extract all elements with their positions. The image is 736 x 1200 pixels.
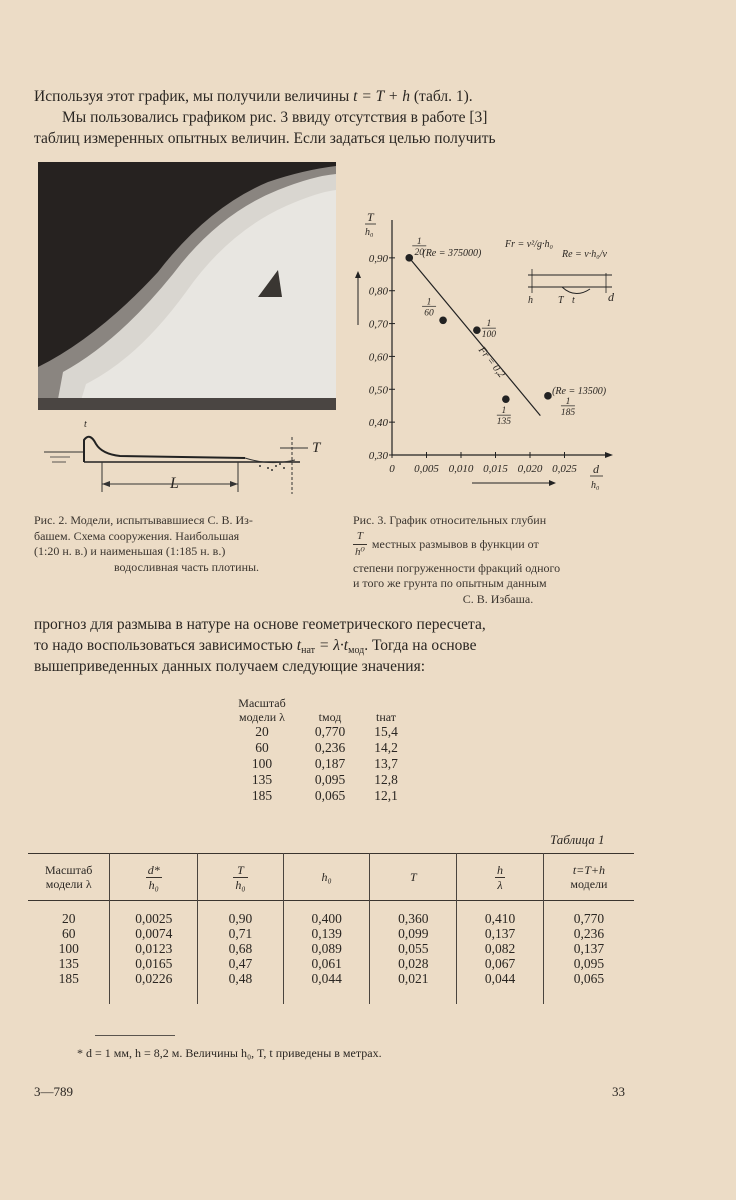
data-point-label-den: 100 bbox=[481, 330, 496, 341]
x-tick-label: 0,015 bbox=[483, 463, 508, 475]
table-cell: 0,0025 bbox=[110, 911, 198, 926]
small-table-header: Масштаб модели λ bbox=[238, 696, 286, 724]
table-cell: 0,68 bbox=[198, 941, 284, 956]
footnote-rule bbox=[95, 1035, 175, 1036]
table-cell: 0,082 bbox=[457, 941, 544, 956]
data-point-label-num: 1 bbox=[565, 396, 571, 407]
scheme-label-L: L bbox=[170, 475, 179, 492]
table-cell: 0,139 bbox=[283, 926, 370, 941]
table-cell: 0,089 bbox=[283, 941, 370, 956]
caption-line: (1:20 н. в.) и наименьшая (1:185 н. в.) bbox=[34, 544, 226, 558]
table-cell: 20 bbox=[61, 911, 76, 926]
x-tick-label: 0,005 bbox=[414, 463, 439, 475]
table-cell: 0,099 bbox=[370, 926, 457, 941]
table-row bbox=[28, 941, 634, 956]
table-cell: 0,044 bbox=[283, 971, 370, 986]
table-cell: 0,0074 bbox=[110, 926, 198, 941]
paragraph-line: вышеприведенных данных получаем следующие значения: bbox=[34, 658, 426, 675]
table-row bbox=[28, 926, 634, 941]
table-cell: 0,410 bbox=[457, 911, 544, 926]
footnote: * d = 1 мм, h = 8,2 м. Величины h₀, T, t приведены в метрах. bbox=[77, 1046, 382, 1060]
figure-2-photo bbox=[38, 162, 336, 410]
table-cell: 185 bbox=[58, 971, 79, 986]
table-cell: 60 bbox=[61, 926, 76, 941]
small-table-cell: 0,095 bbox=[314, 772, 346, 787]
x-axis-arrow bbox=[605, 452, 613, 458]
y-tick-label: 0,80 bbox=[368, 285, 388, 298]
frac-num: T bbox=[353, 529, 367, 546]
small-table-cell: 60 bbox=[255, 740, 269, 755]
table-cell: 0,021 bbox=[370, 971, 457, 986]
table-cell: 0,055 bbox=[370, 941, 457, 956]
trend-line bbox=[409, 258, 540, 416]
y-axis-label-den: h₀ bbox=[365, 227, 374, 238]
y-tick-label: 0,90 bbox=[368, 252, 388, 265]
x-axis-label-num: d bbox=[593, 462, 599, 476]
table-cell: 0,065 bbox=[543, 971, 634, 986]
re-label-2: (Re = 13500) bbox=[552, 386, 607, 398]
data-point bbox=[544, 392, 552, 400]
caption-line: и того же грунта по опытным данным bbox=[353, 576, 547, 590]
table-cell: 100 bbox=[58, 941, 79, 956]
table-header: $\frac{h}{\lambda}$ bbox=[457, 854, 544, 901]
data-point bbox=[439, 316, 447, 324]
dam-model-photo bbox=[38, 162, 336, 410]
paragraph-line: таблиц измеренных опытных величин. Если задаться целью получить bbox=[34, 130, 496, 147]
paragraph-line: Мы пользовались графиком рис. 3 ввиду отсутствия в работе [3] bbox=[62, 109, 488, 126]
caption-line: водосливная часть плотины. bbox=[113, 559, 260, 574]
x-tick-label: 0 bbox=[389, 463, 395, 475]
re-label-1: (Re = 375000) bbox=[422, 248, 482, 260]
figure-3-caption bbox=[353, 513, 643, 607]
y-tick-label: 0,60 bbox=[368, 351, 388, 364]
small-table-cell: 0,770 bbox=[314, 724, 346, 739]
table-header: Масштаб модели λ bbox=[45, 863, 93, 891]
table-cell: 135 bbox=[58, 956, 79, 971]
small-table-row bbox=[222, 772, 414, 788]
table-cell: 0,48 bbox=[198, 971, 284, 986]
data-point-label-den: 135 bbox=[496, 417, 511, 428]
small-table-row bbox=[222, 788, 414, 804]
table-header: h₀ bbox=[283, 854, 370, 901]
small-table-row bbox=[222, 740, 414, 756]
small-table-cell: 13,7 bbox=[374, 756, 398, 771]
table-row bbox=[28, 911, 634, 926]
fr-formula: Fr = v²/g·h₀ bbox=[505, 239, 553, 250]
table-row bbox=[28, 956, 634, 971]
data-point-label-num: 1 bbox=[416, 236, 422, 247]
inset-scour bbox=[562, 287, 590, 294]
x-tick-label: 0,010 bbox=[448, 463, 474, 475]
figure-2-caption bbox=[34, 513, 339, 575]
paragraph-line: то надо воспользоваться зависимостью $t_{нат} = \lambda\cdot t_{мод}$. Тогда на основе bbox=[34, 637, 477, 656]
table-header: T bbox=[370, 854, 457, 901]
caption-line: местных размывов в функции от bbox=[368, 536, 539, 551]
small-table-header: tнат bbox=[375, 710, 396, 724]
table-header: $\frac{T}{\text{h₀}}$ bbox=[198, 854, 284, 901]
y-tick-label: 0,70 bbox=[368, 318, 388, 331]
small-table-cell: 185 bbox=[251, 788, 273, 803]
small-table-cell: 20 bbox=[255, 724, 269, 739]
table-header: t=T+h модели bbox=[543, 854, 634, 901]
page-number: 33 bbox=[612, 1084, 625, 1099]
small-table-header: tмод bbox=[318, 710, 342, 724]
x-tick-label: 0,025 bbox=[552, 463, 577, 475]
table-spacer bbox=[28, 986, 634, 1004]
small-table-cell: 12,8 bbox=[374, 772, 398, 787]
caption-line: Рис. 3. График относительных глубин bbox=[353, 513, 547, 527]
vertical-arrow-head bbox=[355, 271, 361, 278]
x-axis-label-den: h₀ bbox=[591, 480, 600, 491]
inset-T-label: T bbox=[558, 295, 564, 306]
y-tick-label: 0,50 bbox=[368, 384, 388, 397]
scheme-label-T: T bbox=[312, 440, 321, 456]
sheet-signature: 3—789 bbox=[34, 1084, 73, 1099]
small-table-row bbox=[222, 724, 414, 740]
table-cell: 0,028 bbox=[370, 956, 457, 971]
small-table-cell: 0,065 bbox=[314, 788, 346, 803]
table-cell: 0,095 bbox=[543, 956, 634, 971]
small-table-cell: 100 bbox=[251, 756, 273, 771]
table-cell: 0,71 bbox=[198, 926, 284, 941]
caption-line: С. В. Избаша. bbox=[462, 591, 534, 606]
table-1 bbox=[28, 853, 634, 1004]
small-table-cell: 14,2 bbox=[374, 740, 398, 755]
table-cell: 0,0123 bbox=[110, 941, 198, 956]
caption-fraction bbox=[353, 529, 367, 561]
table-cell: 0,90 bbox=[198, 911, 284, 926]
table-cell: 0,47 bbox=[198, 956, 284, 971]
direction-arrow-head bbox=[549, 480, 556, 486]
table-header: $\frac{d*}{\text{h₀}}$ bbox=[110, 854, 198, 901]
data-point-label-num: 1 bbox=[501, 406, 507, 417]
inset-d-label: d bbox=[608, 290, 614, 304]
data-point-label-num: 1 bbox=[426, 297, 432, 308]
inset-h-label: h bbox=[528, 295, 533, 306]
y-axis-label-num: T bbox=[367, 210, 374, 224]
frac-den: h⁰ bbox=[355, 546, 365, 558]
table-cell: 0,236 bbox=[543, 926, 634, 941]
table-cell: 0,137 bbox=[543, 941, 634, 956]
table-row bbox=[28, 971, 634, 986]
paragraph-line: прогноз для размыва в натуре на основе геометрического пересчета, bbox=[34, 616, 486, 633]
inset-t-label: t bbox=[572, 295, 575, 306]
caption-line: Рис. 2. Модели, испытывавшиеся С. В. Из- bbox=[34, 513, 253, 527]
table-cell: 0,044 bbox=[457, 971, 544, 986]
figure-3-chart bbox=[350, 205, 640, 510]
table-cell: 0,137 bbox=[457, 926, 544, 941]
table-1-title: Таблица 1 bbox=[550, 832, 605, 847]
data-point bbox=[473, 326, 481, 334]
data-point bbox=[405, 254, 413, 262]
small-table-cell: 135 bbox=[251, 772, 273, 787]
table-cell: 0,360 bbox=[370, 911, 457, 926]
data-point-label-num: 1 bbox=[486, 319, 492, 330]
caption-line: степени погруженности фракций одного bbox=[353, 560, 561, 575]
trend-line-label: Fr = 0,2 bbox=[475, 344, 507, 381]
data-point bbox=[502, 395, 510, 403]
y-tick-label: 0,40 bbox=[368, 417, 388, 430]
data-point-label-den: 60 bbox=[424, 308, 434, 319]
table-cell: 0,067 bbox=[457, 956, 544, 971]
data-point-label-den: 185 bbox=[560, 407, 576, 418]
table-cell: 0,0165 bbox=[110, 956, 198, 971]
small-values-table bbox=[222, 684, 414, 804]
caption-line: башем. Схема сооружения. Наибольшая bbox=[34, 528, 240, 543]
small-table-row bbox=[222, 756, 414, 772]
table-cell: 0,061 bbox=[283, 956, 370, 971]
data-point-label-den: 20 bbox=[414, 247, 424, 258]
small-table-cell: 0,236 bbox=[314, 740, 346, 755]
scheme-label-t: t bbox=[84, 419, 87, 430]
small-table-cell: 15,4 bbox=[374, 724, 398, 739]
paragraph-line: Используя этот график, мы получили величины t = T + h (табл. 1). bbox=[34, 88, 473, 105]
table-cell: 0,0226 bbox=[110, 971, 198, 986]
table-cell: 0,770 bbox=[543, 911, 634, 926]
re-formula: Re = v·h₀/ν bbox=[562, 249, 607, 260]
y-tick-label: 0,30 bbox=[368, 450, 388, 462]
x-tick-label: 0,020 bbox=[517, 463, 543, 475]
table-cell: 0,400 bbox=[283, 911, 370, 926]
small-table-cell: 12,1 bbox=[374, 788, 398, 803]
table-spacer bbox=[28, 901, 634, 912]
small-table-cell: 0,187 bbox=[314, 756, 346, 771]
